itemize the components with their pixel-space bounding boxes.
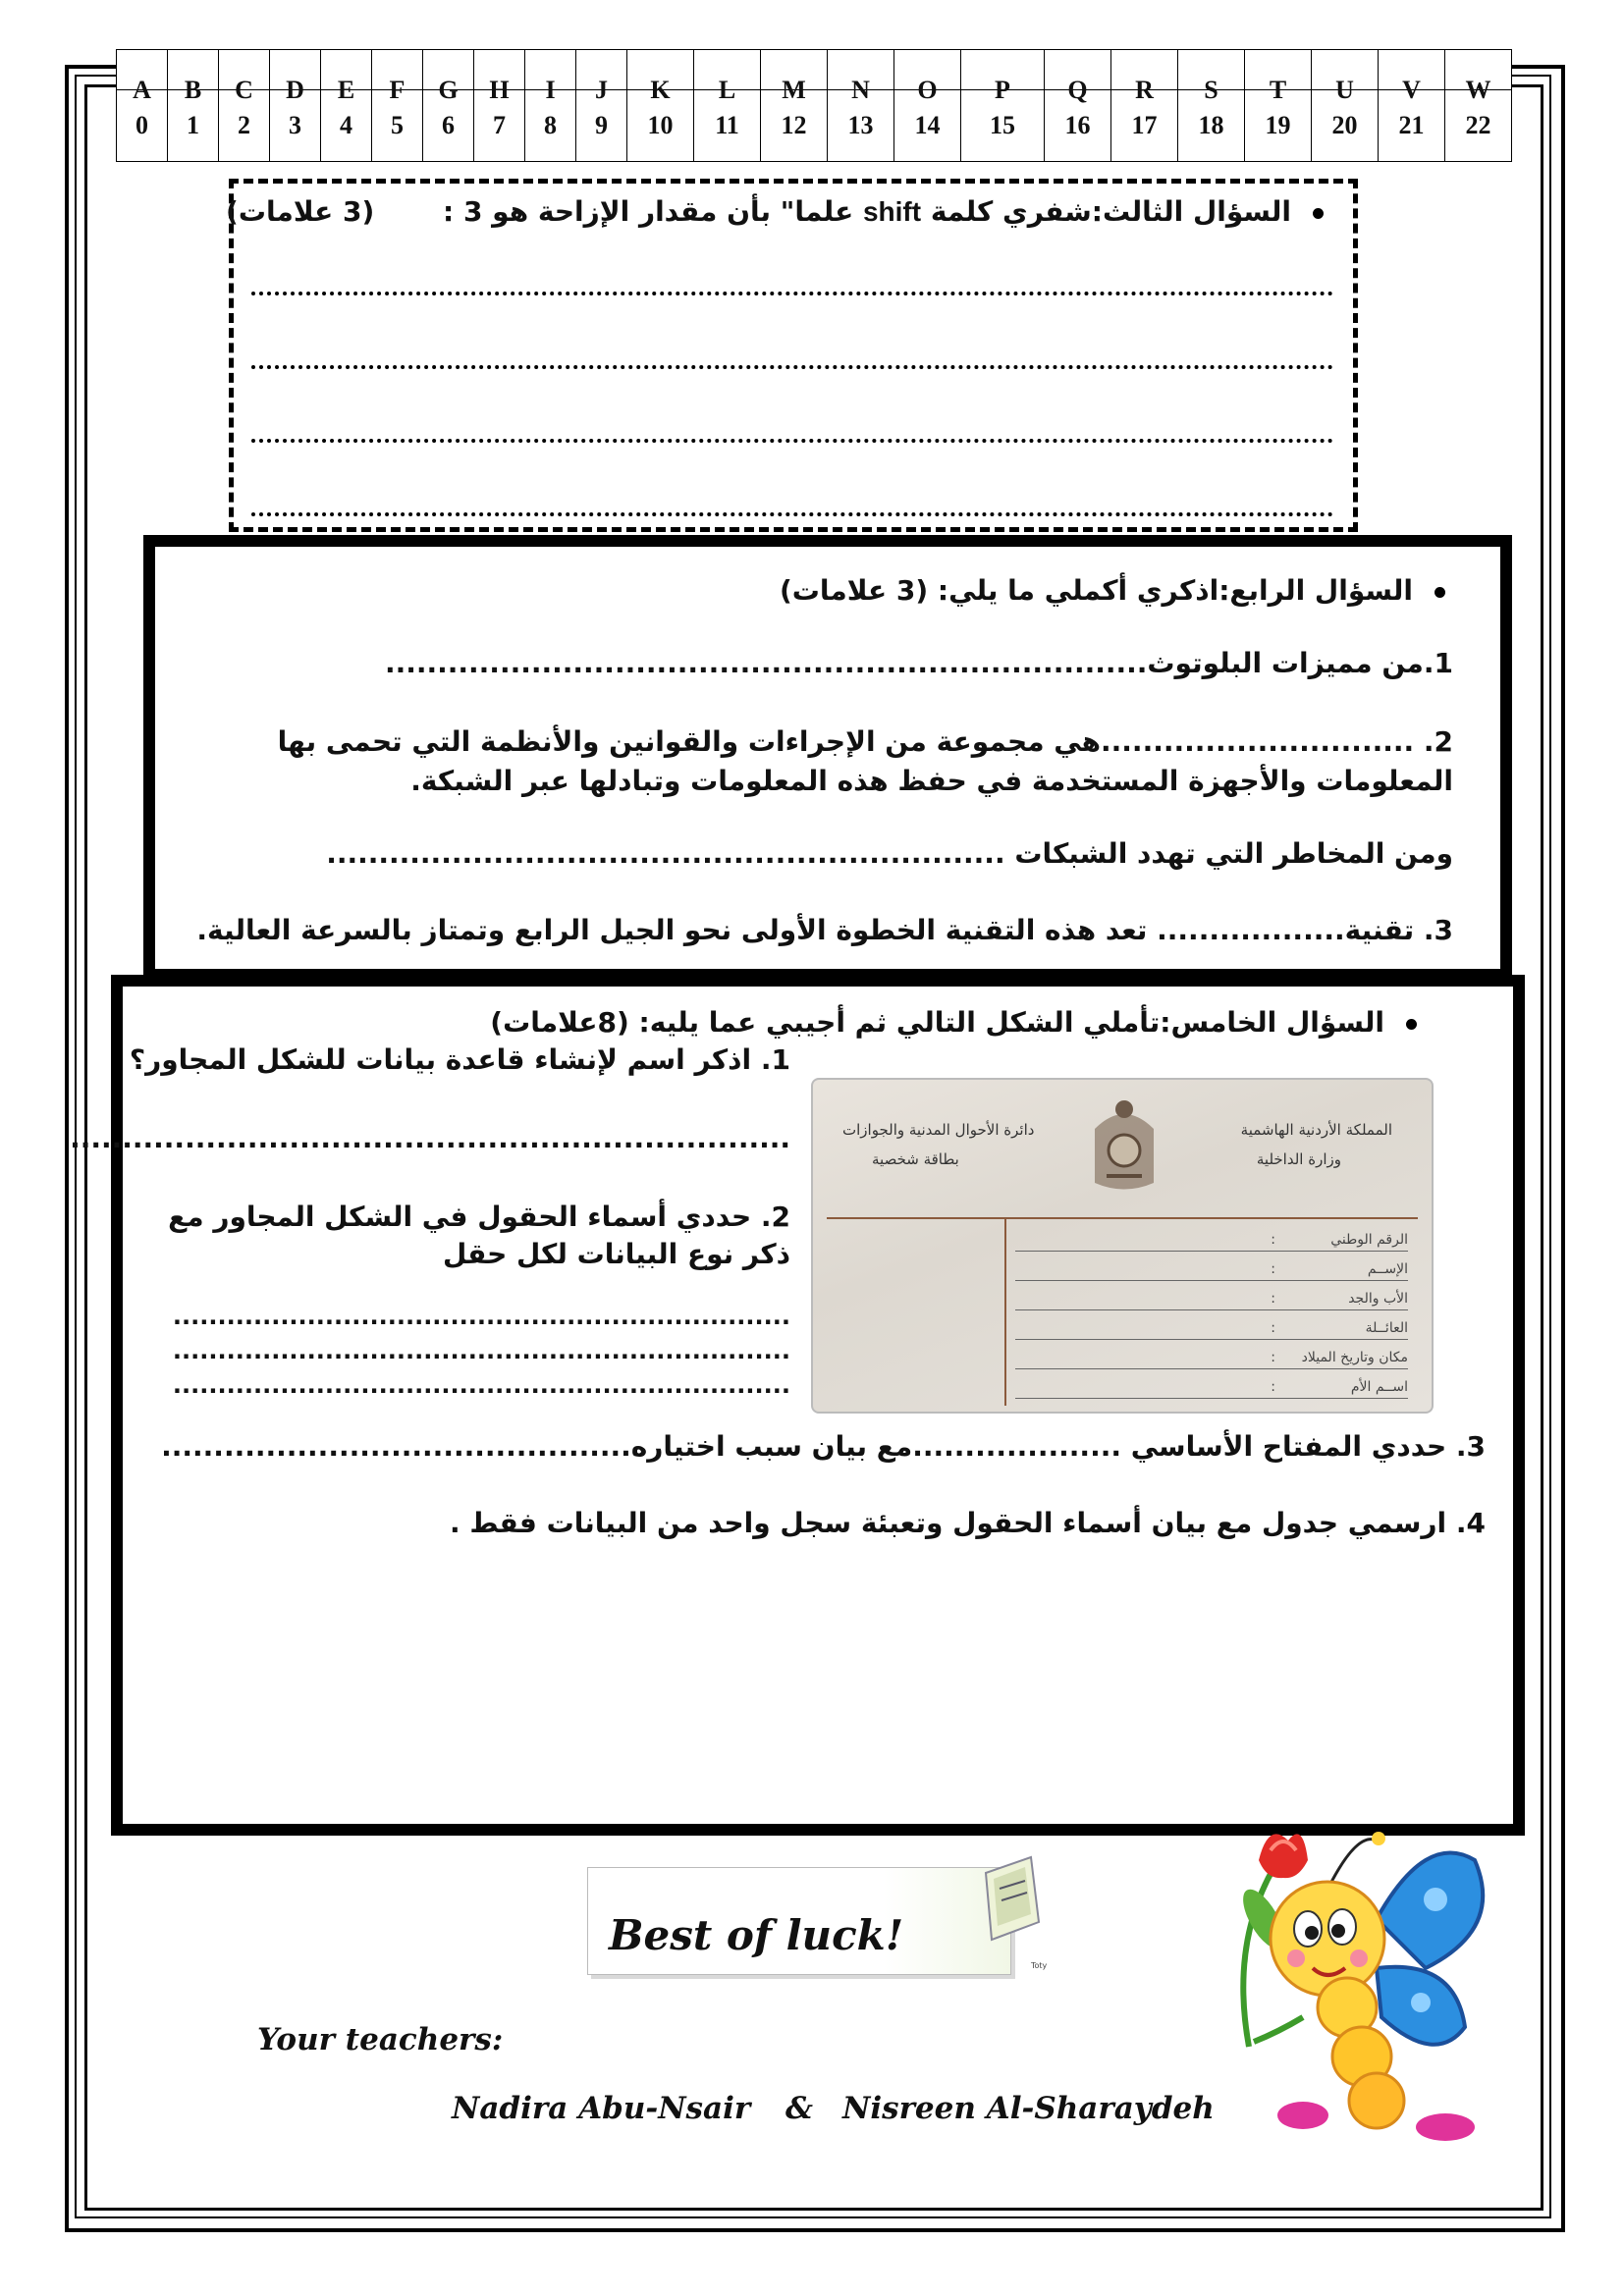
cipher-number-cell: 0 [117,90,168,162]
cipher-letter-cell: S [1178,50,1245,90]
cipher-letter-cell: G [423,50,474,90]
cipher-number-cell: 9 [576,90,627,162]
teacher-2-name: Nisreen Al-Sharaydeh [842,2091,1215,2126]
question-4-threats: ومن المخاطر التي تهدد الشبكات ................................................................. [326,837,1453,870]
cipher-letter-cell: I [525,50,576,90]
cipher-letter-cell: B [168,50,219,90]
id-card-field: الرقم الوطني : [1015,1223,1408,1252]
id-card-ministry: وزارة الداخلية [1256,1150,1341,1168]
id-card-field: الإســم : [1015,1253,1408,1281]
question-5-item-2-cont: ذكر نوع البيانات لكل حقل [442,1238,790,1270]
question-4-item-3: 3. تقنية.................. تعد هذه التقنية الخطوة الأولى نحو الجيل الرابع وتمتاز بالسرعة العالية. [196,914,1453,946]
cipher-letter-cell: T [1245,50,1312,90]
question-5-item-2-dots[interactable]: ..................................................................... [172,1371,790,1399]
cipher-number-cell: 1 [168,90,219,162]
cipher-letter-cell: D [270,50,321,90]
cipher-number-cell: 6 [423,90,474,162]
id-card-field: مكان وتاريخ الميلاد : [1015,1341,1408,1369]
cipher-number-cell: 16 [1045,90,1111,162]
best-of-luck-card [587,1867,1048,1983]
cipher-number-cell: 19 [1245,90,1312,162]
shift-word: shift [862,196,922,227]
id-card-divider [827,1217,1418,1219]
best-of-luck-text: Best of luck! [609,1911,904,1959]
question-5-item-2-dots[interactable]: ..................................................................... [172,1337,790,1364]
cipher-letter-cell: W [1445,50,1512,90]
question-5-item-1-dots[interactable]: ..................................................................... [70,1122,790,1154]
id-card-photo-border [1004,1219,1006,1406]
cipher-letters-row [117,50,1512,90]
question-4-item-2: 2. ..............................هي مجموعة من الإجراءات والقوانين والأنظمة التي تحمى بها [277,725,1453,758]
answer-line[interactable] [251,512,1333,516]
book-icon [980,1853,1043,1944]
cipher-letter-cell: R [1111,50,1178,90]
bullet-icon [1406,1019,1417,1030]
question-5-title: السؤال الخامس:تأملي الشكل التالي ثم أجيبي عما يليه: (8علامات) [490,1006,1417,1039]
question-5-item-2: 2. حددي أسماء الحقول في الشكل المجاور مع [168,1201,790,1233]
cipher-number-cell: 17 [1111,90,1178,162]
cipher-letter-cell: L [694,50,761,90]
cipher-number-cell: 8 [525,90,576,162]
cipher-letter-cell: V [1379,50,1445,90]
cipher-number-cell: 2 [219,90,270,162]
ampersand: & [785,2091,813,2126]
question-5-item-3: 3. حددي المفتاح الأساسي ....................مع بيان سبب اختياره............................................. [161,1430,1486,1463]
cipher-number-cell: 5 [372,90,423,162]
cipher-number-cell: 7 [474,90,525,162]
id-card-type: بطاقة شخصية [872,1150,959,1168]
question-5-item-2-dots[interactable]: ..................................................................... [172,1303,790,1330]
question-5-item-4: 4. ارسمي جدول مع بيان أسماء الحقول وتعبئة سجل واحد من البيانات فقط . [449,1507,1486,1539]
cipher-number-cell: 4 [321,90,372,162]
cipher-letter-cell: K [627,50,694,90]
id-card-department: دائرة الأحوال المدنية والجوازات [842,1121,1035,1139]
cipher-letter-cell: N [828,50,894,90]
cipher-letter-cell: U [1312,50,1379,90]
cipher-number-cell: 15 [961,90,1045,162]
cipher-table [116,49,1512,162]
question-5-item-1: 1. اذكر اسم لإنشاء قاعدة بيانات للشكل المجاور؟ [129,1043,790,1076]
question-3-box [226,179,1358,532]
cipher-numbers-row [117,90,1512,162]
id-card-image [811,1078,1434,1414]
cipher-number-cell: 22 [1445,90,1512,162]
cipher-letter-cell: P [961,50,1045,90]
cipher-letter-cell: Q [1045,50,1111,90]
cipher-number-cell: 10 [627,90,694,162]
cipher-number-cell: 14 [894,90,961,162]
cipher-number-cell: 21 [1379,90,1445,162]
answer-line[interactable] [251,292,1333,295]
id-card-field: العائــلة : [1015,1311,1408,1340]
cipher-number-cell: 12 [761,90,828,162]
question-4-item-2-cont: المعلومات والأجهزة المستخدمة في حفظ هذه المعلومات وتبادلها عبر الشبكة. [410,765,1453,797]
id-card-kingdom: المملكة الأردنية الهاشمية [1240,1121,1392,1139]
question-3-title: السؤال الثالث:شفري كلمة shift علما" بأن مقدار الإزاحة هو 3 : (3 علامات) [226,195,1324,228]
cipher-number-cell: 13 [828,90,894,162]
question-4-item-1: 1.من مميزات البلوتوث......................................................................... [384,647,1453,679]
answer-line[interactable] [251,365,1333,369]
cipher-letter-cell: M [761,50,828,90]
cipher-number-cell: 18 [1178,90,1245,162]
cipher-number-cell: 20 [1312,90,1379,162]
cipher-letter-cell: J [576,50,627,90]
question-4-box [143,535,1512,981]
question-4-title: السؤال الرابع:اذكري أكملي ما يلي: (3 علامات) [780,574,1445,607]
cipher-number-cell: 3 [270,90,321,162]
cipher-letter-cell: O [894,50,961,90]
cipher-letter-cell: E [321,50,372,90]
cipher-letter-cell: A [117,50,168,90]
cartoon-caterpillar-icon [1210,1821,1504,2145]
your-teachers-label: Your teachers: [257,2022,504,2057]
cipher-letter-cell: H [474,50,525,90]
question-3-marks: (3 علامات) [226,195,375,228]
id-card-field: الأب والجد : [1015,1282,1408,1310]
bullet-icon [1435,587,1445,598]
bullet-icon [1313,208,1324,219]
luck-tag: Toty [1031,1961,1048,1970]
cipher-letter-cell: C [219,50,270,90]
cipher-letter-cell: F [372,50,423,90]
answer-line[interactable] [251,439,1333,443]
jordan-crest-icon [1085,1090,1164,1198]
cipher-number-cell: 11 [694,90,761,162]
id-card-field: اســم الأم : [1015,1370,1408,1399]
teacher-1-name: Nadira Abu-Nsair [452,2091,751,2126]
